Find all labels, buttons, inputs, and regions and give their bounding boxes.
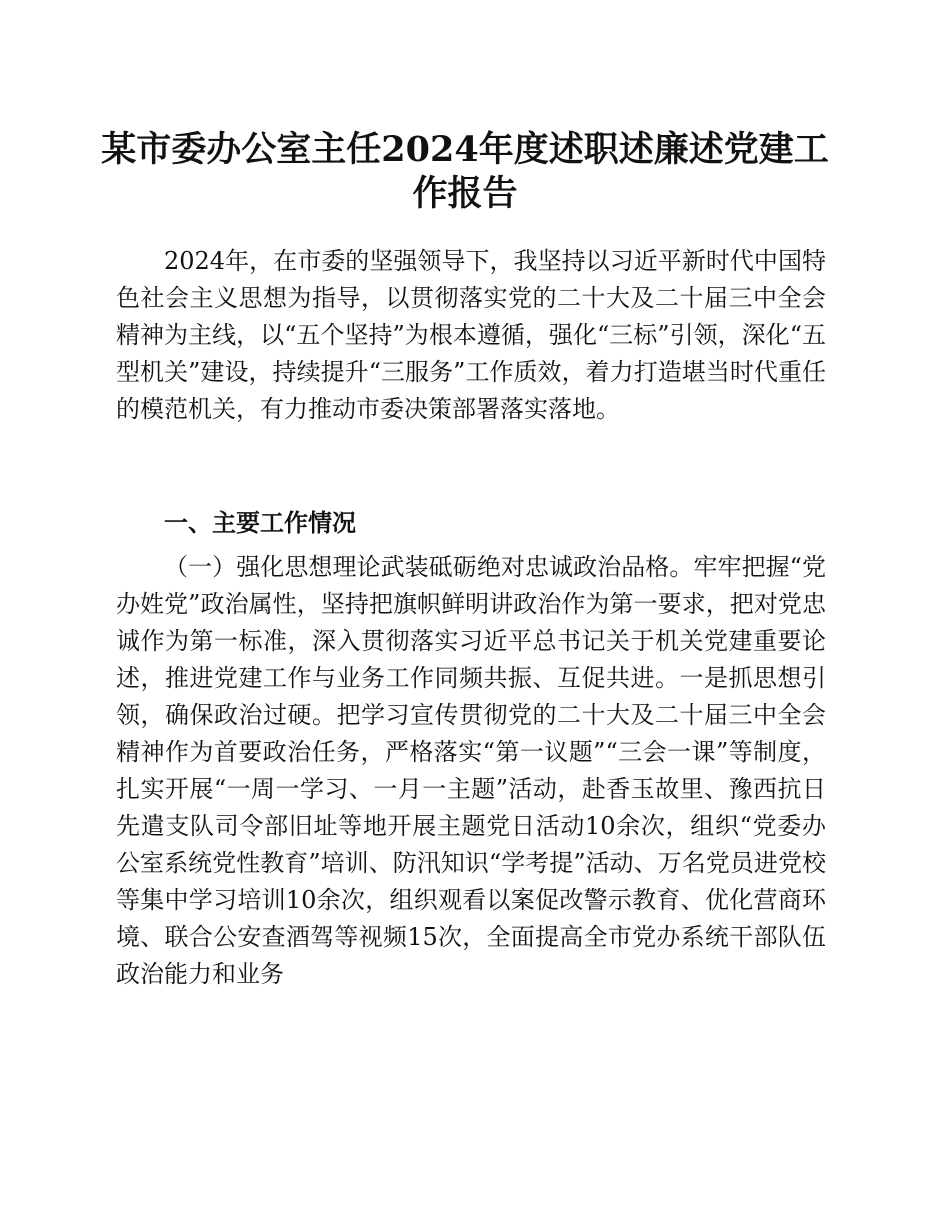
section-heading: 一、主要工作情况 (164, 509, 356, 537)
document-title: 某市委办公室主任2024年度述职述廉述党建工作报告 (101, 129, 829, 214)
section-paragraph: （一）强化思想理论武装砥砺绝对忠诚政治品格。牢牢把握“党办姓党”政治属性，坚持把旗帜鲜明讲政治作为第一要求，把对党忠诚作为第一标准，深入贯彻落实习近平总书记关于机关党建重要论述，推进党建工作与业务工作同频共振、互促共进。一是抓思想引领，确保政治过硬。把学习宣传贯彻党的二十大及二十届三中全会精神作为首要政治任务，严格落实“第一议题”“三会一课”等制度，扎实开展“一周一学习、一月一主题”活动，赴香玉故里、豫西抗日先遣支队司令部旧址等地开展主题党日活动10余次，组织“党委办公室系统党性教育”培训、防汛知识“学考提”活动、万名党员进党校等集中学习培训10余次，组织观看以案促改警示教育、优化营商环境、联合公安查酒驾等视频15次，全面提高全市党办系统干部队伍政治能力和业务 (116, 553, 826, 988)
intro-paragraph: 2024年，在市委的坚强领导下，我坚持以习近平新时代中国特色社会主义思想为指导，以贯彻落实党的二十大及二十届三中全会精神为主线，以“五个坚持”为根本遵循，强化“三标”引领，深化“五型机关”建设，持续提升“三服务”工作质效，着力打造堪当时代重任的模范机关，有力推动市委决策部署落实落地。 (116, 247, 826, 423)
